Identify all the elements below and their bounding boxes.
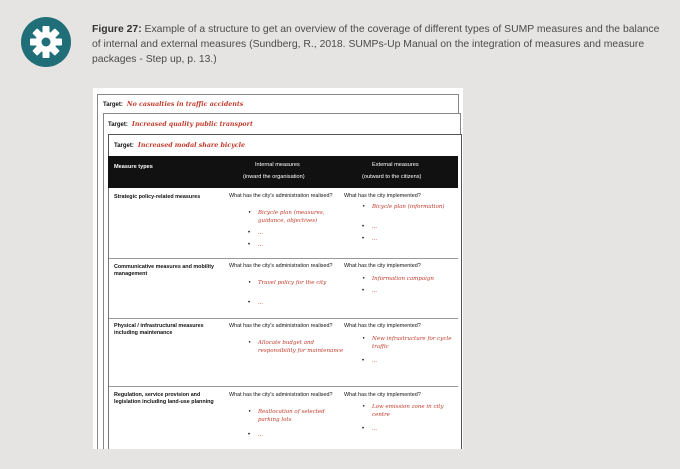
target-label: Target: <box>114 143 134 149</box>
caption-text: Example of a structure to get an overview of the coverage of different types of SUMP measures and the balance of internal and external measures (Sundberg, R., 2018. SUMPs-Up Manual on the integration of measures and measure packages - Step up, p. 13.) <box>92 24 660 65</box>
external-item: • Bicycle plan (information) <box>372 204 460 212</box>
measure-type: Physical / infrastructural measures including maintenance <box>114 323 204 336</box>
target-row-1 <box>103 101 243 108</box>
header-internal-title: Internal measures <box>255 162 300 168</box>
external-placeholder: • ... <box>372 224 377 230</box>
internal-placeholder: • ... <box>258 230 263 236</box>
header-external-title: External measures <box>372 162 419 168</box>
internal-question: What has the city's administration realised? <box>229 263 333 269</box>
internal-item: • Allocate budget and responsibility for maintenance <box>258 340 346 355</box>
figure-image <box>93 88 463 449</box>
table-row <box>108 318 458 387</box>
internal-question: What has the city's administration realised? <box>229 323 333 329</box>
target-row-3 <box>114 142 245 149</box>
external-placeholder: • ... <box>372 236 377 242</box>
internal-item: • Travel policy for the city <box>258 280 346 288</box>
gear-badge <box>21 17 71 67</box>
external-placeholder: • ... <box>372 426 377 432</box>
external-question: What has the city implemented? <box>344 263 421 269</box>
measure-type: Communicative measures and mobility management <box>114 264 215 277</box>
table-row <box>108 188 458 259</box>
measure-type: Strategic policy-related measures <box>114 194 201 200</box>
internal-placeholder: • ... <box>258 432 263 438</box>
internal-question: What has the city's administration realised? <box>229 193 333 199</box>
header-measure-types: Measure types <box>114 164 153 170</box>
gear-icon <box>29 25 63 59</box>
internal-question: What has the city's administration realised? <box>229 392 333 398</box>
target-label: Target: <box>108 122 128 128</box>
figure-caption <box>92 22 662 67</box>
table-header <box>108 156 458 188</box>
internal-item: • Bicycle plan (measures, guidance, objectives) <box>258 210 346 225</box>
internal-item: • Reallocation of selected parking lots <box>258 409 346 424</box>
target-value: Increased quality public transport <box>131 121 253 128</box>
left-border <box>108 188 109 449</box>
external-item: • New infrastructure for cycle traffic <box>372 336 460 351</box>
target-value: Increased modal share bicycle <box>137 142 245 149</box>
external-placeholder: • ... <box>372 288 377 294</box>
table-row <box>108 258 458 319</box>
header-external-sub: (outward to the citizens) <box>362 174 422 180</box>
measure-type: Regulation, service provision and legislation including land-use planning <box>114 392 214 405</box>
external-item: • Information campaign <box>372 276 460 284</box>
external-question: What has the city implemented? <box>344 193 421 199</box>
external-placeholder: • ... <box>372 358 377 364</box>
external-question: What has the city implemented? <box>344 392 421 398</box>
header-internal-sub: (inward the organisation) <box>243 174 305 180</box>
caption-label: Figure 27: <box>92 24 142 35</box>
table-row <box>108 386 458 449</box>
internal-placeholder: • ... <box>258 300 263 306</box>
target-value: No casualties in traffic accidents <box>126 101 244 108</box>
external-item: • Low emission zone in city centre <box>372 404 460 419</box>
internal-placeholder: • ... <box>258 242 263 248</box>
target-label: Target: <box>103 102 123 108</box>
external-question: What has the city implemented? <box>344 323 421 329</box>
target-row-2 <box>108 121 253 128</box>
